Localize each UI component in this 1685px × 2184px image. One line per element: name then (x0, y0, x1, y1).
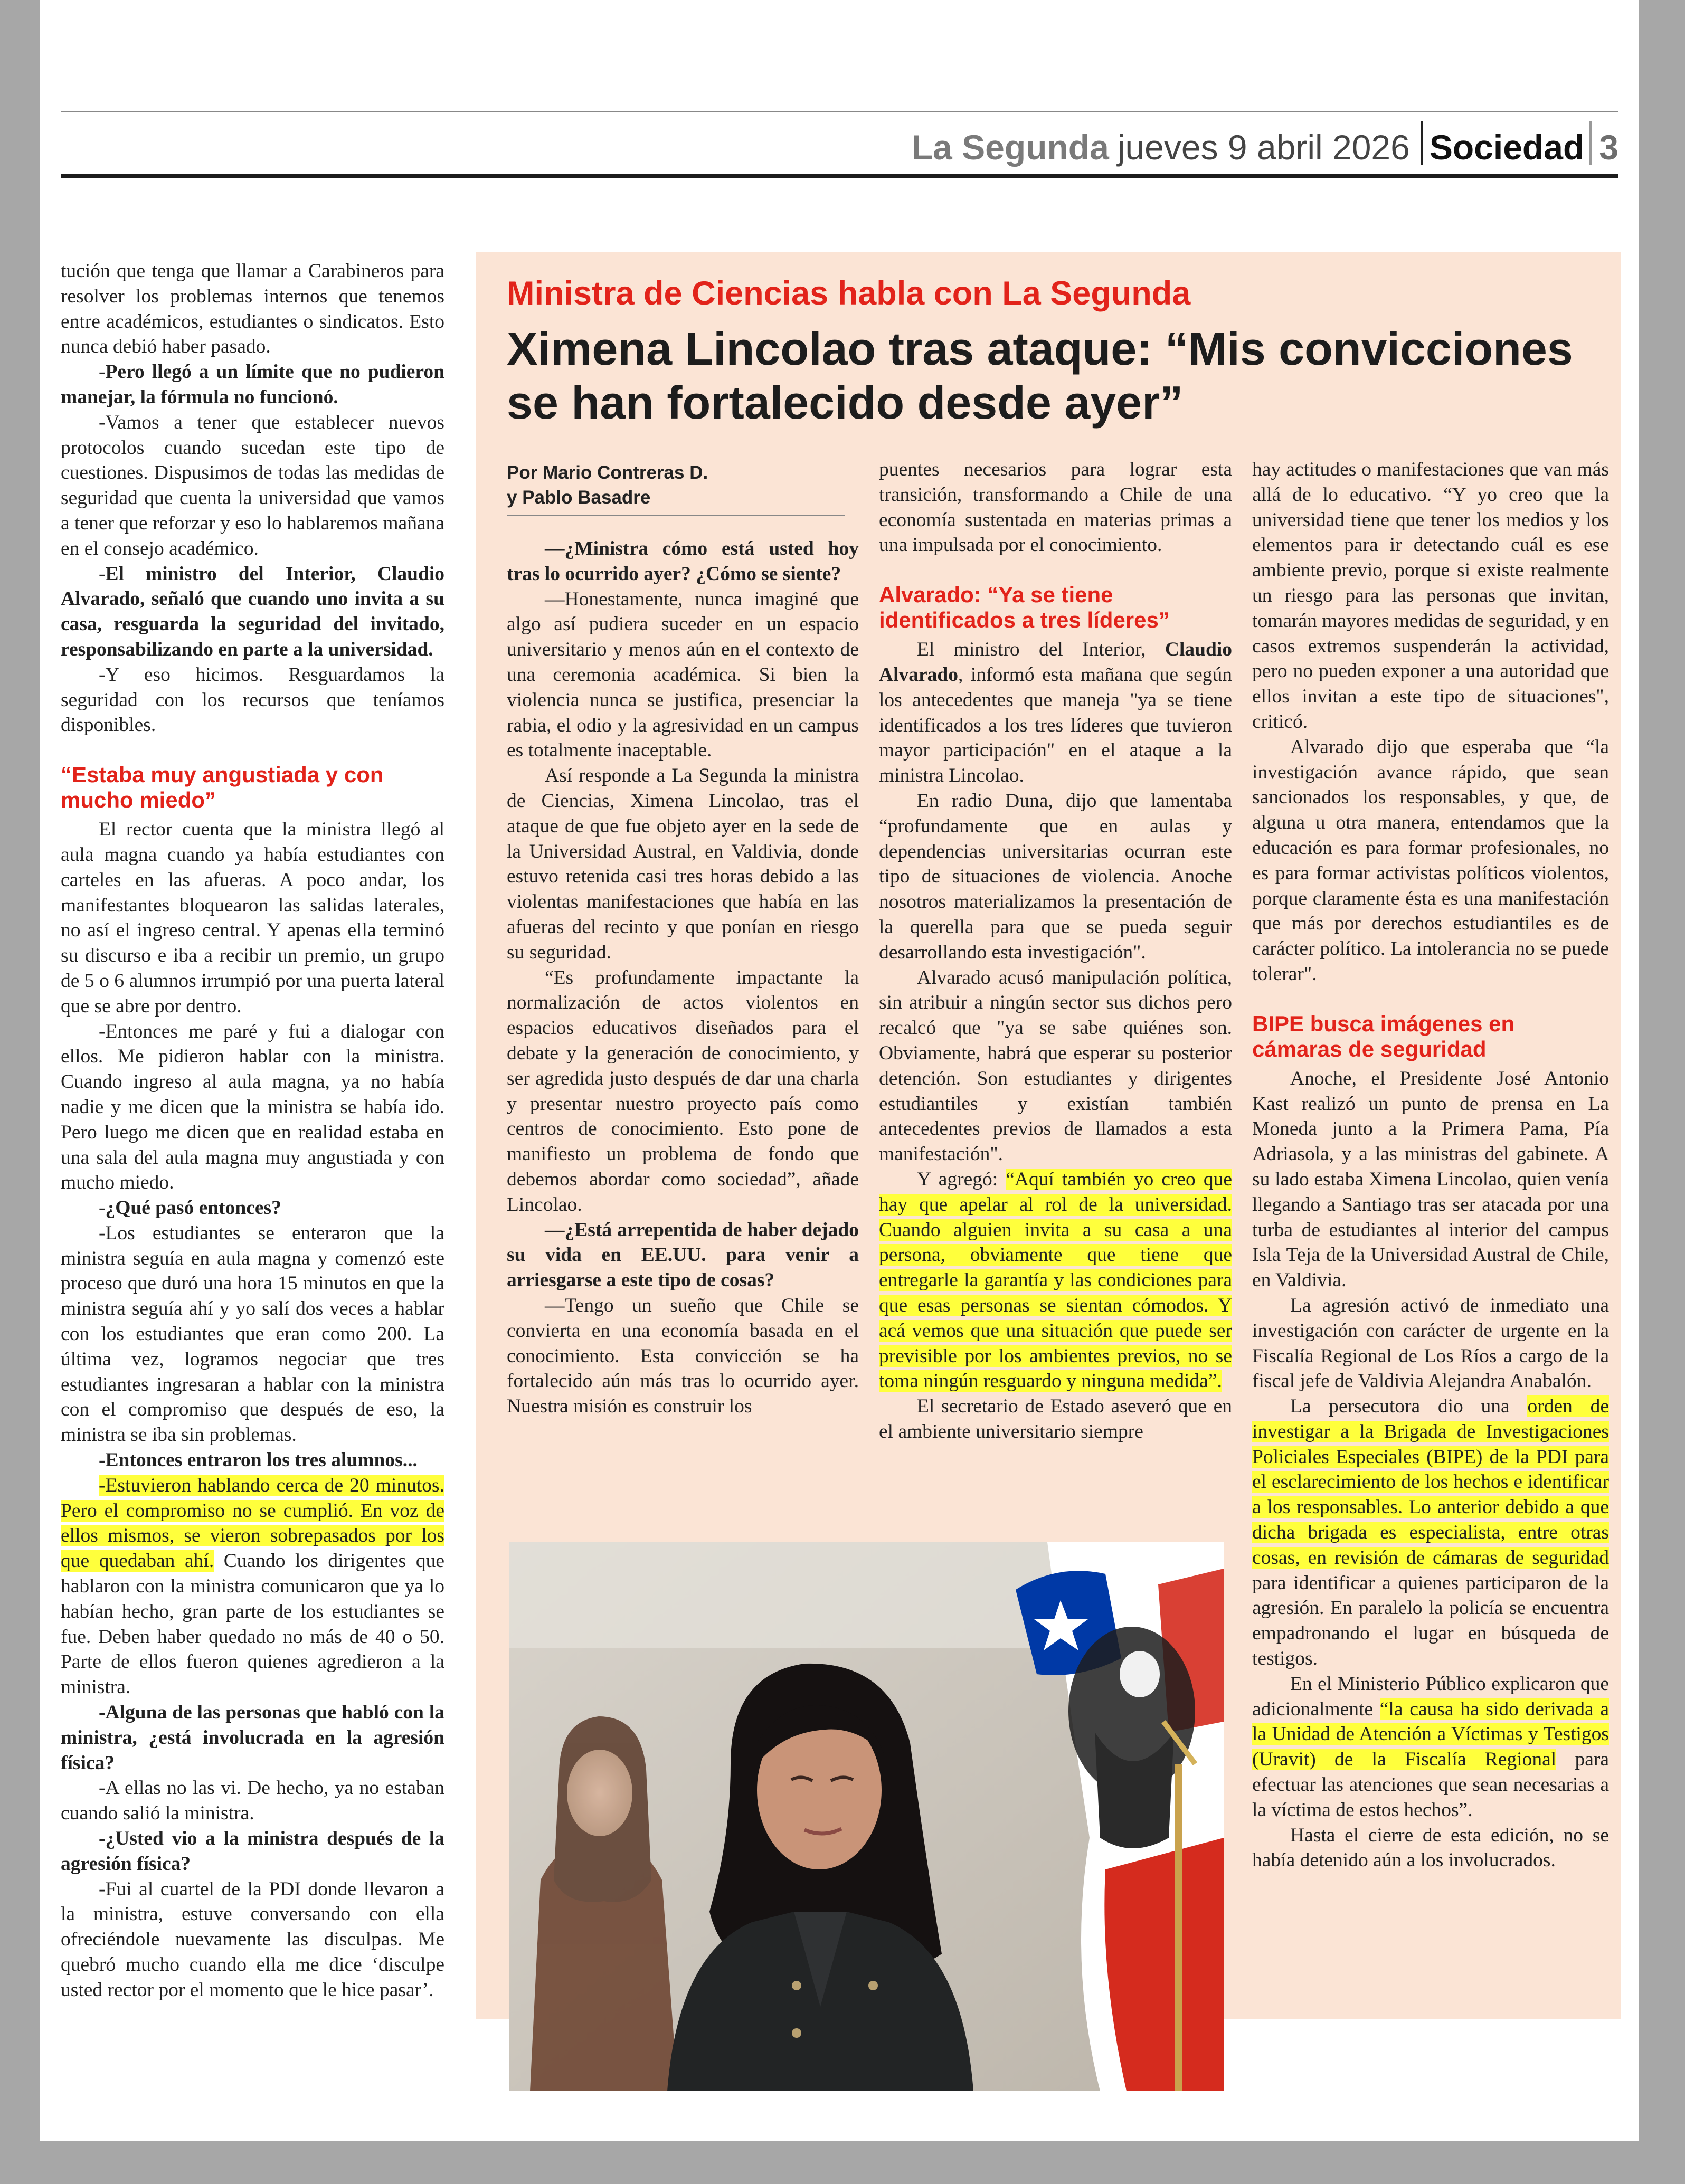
article-headline: Ximena Lincolao tras ataque: “Mis convicciones se han fortalecido desde ayer” (507, 322, 1573, 429)
paragraph: hay actitudes o manifestaciones que van más allá de lo educativo. “Y yo creo que la universidad tiene que tener los medios y los elementos para ir detectando cuál es ese ambiente previo, porque si existe realmente un riesgo para las personas que invitan, tomarán mayores medidas de seguridad, y en casos extremos suspenderán la actividad, pero no pueden exponer a una autoridad que ellos invitan a este tipo de situaciones", criticó. (1252, 459, 1609, 733)
highlighted-text: “Aquí también yo creo que hay que apelar al rol de la universidad. Cuando alguien invita a su casa a una persona, obviamente que tiene que entregarle la garantía y las condiciones para que esas personas se sientan cómodos. Y acá vemos que una situación que puede ser previsible por los ambientes previos, no se toma ningún resguardo y ninguna medida”. (879, 1168, 1232, 1392)
text-run: Y agregó: (917, 1168, 1006, 1190)
paragraph: “Es profundamente impactante la normalización de actos violentos en espacios educativos diseñados para el debate y la generación de conocimiento, y ser agredida justo después de dar una charla y presentar nuestro proyecto país como centros de conocimiento. Esto pone de manifiesto un problema de fondo que debemos abordar como sociedad”, añade Lincolao. (507, 966, 859, 1216)
paragraph: -Y eso hicimos. Resguardamos la seguridad con los recursos que teníamos disponibles. (61, 663, 444, 736)
interview-question: -Entonces entraron los tres alumnos... (99, 1449, 418, 1471)
paragraph: —Honestamente, nunca imaginé que algo así pudiera suceder en un espacio universitario y menos aún en el contexto de una ceremonia académica. Si bien la violencia nunca se justifica, presenciar la rabia, el odio y la agresividad en un campus es totalmente inaceptable. (507, 588, 859, 762)
text-run: El ministro del Interior, (917, 639, 1165, 661)
paragraph: El rector cuenta que la ministra llegó al aula magna cuando ya había estudiantes con carteles en las afueras. A poco andar, los manifestantes bloquearon las salidas laterales, no así el ingreso central. Y apenas ella terminó su discurso e iba a recibir un premio, un grupo de 5 o 6 alumnos irrumpió por una puerta lateral que se abre por dentro. (61, 819, 444, 1017)
article-photo (509, 1542, 1224, 2091)
paragraph: -Entonces me paré y fui a dialogar con ellos. Me pidieron hablar con la ministra. Cuando ingreso al aula magna, ya no había nadie y me dicen que la ministra se había ido. Pero luego me dicen que en realidad estaba en una sala del aula magna muy angustiada y con mucho miedo. (61, 1020, 444, 1194)
header-divider (1589, 121, 1592, 165)
paragraph: La agresión activó de inmediato una investigación con carácter de urgente en la Fiscalía Regional de Los Ríos a cargo de la fiscal jefe de Valdivia Alejandra Anabalón. (1252, 1294, 1609, 1392)
interview-question: -Pero llegó a un límite que no pudieron manejar, la fórmula no funcionó. (61, 361, 444, 408)
page-header (912, 117, 1618, 165)
article-column-4 (1252, 457, 1609, 1873)
text-run: En el Ministerio Público explicaron que adicionalmente (1252, 1673, 1609, 1720)
paragraph: Hasta el cierre de esta edición, no se había detenido aún a los involucrados. (1252, 1824, 1609, 1872)
paragraph: -Vamos a tener que establecer nuevos protocolos cuando sucedan este tipo de cuestiones. Dispusimos de todas las medidas de seguridad que cuenta la universidad que vamos a tener que reforzar y eso lo hablaremos mañana en el consejo académico. (61, 411, 444, 559)
paragraph: puentes necesarios para lograr esta transición, transformando a Chile de una economía sustentada en materias primas a una impulsada por el conocimiento. (879, 459, 1232, 556)
paragraph: En radio Duna, dijo que lamentaba “profundamente que en aulas y dependencias universitarias ocurran este tipo de situaciones de violencia. Anoche nosotros materializamos la presentación de la querella para que se pueda seguir desarrollando esta investigación". (879, 790, 1232, 963)
photo-illustration (509, 1542, 1224, 2091)
byline (507, 460, 845, 516)
interview-question: -¿Qué pasó entonces? (99, 1197, 281, 1219)
publication-name: La Segunda (911, 128, 1109, 167)
paragraph: -Fui al cuartel de la PDI donde llevaron a la ministra, estuve conversando con ella ofreciéndole nuevamente las disculpas. Me quebró mucho cuando ella me dice ‘disculpe usted rector por el momento que le hice pasar’. (61, 1878, 444, 2001)
byline-line: y Pablo Basadre (507, 487, 651, 508)
text-run: Cuando los dirigentes que hablaron con la ministra comunicaron que ya lo habían hecho, gran parte de los estudiantes se fue. Deben haber quedado no más de 40 o 50. Parte de ellos fueron quienes agredieron a la ministra. (61, 1550, 444, 1698)
interview-question: -¿Usted vio a la ministra después de la agresión física? (61, 1828, 444, 1875)
paragraph (879, 1167, 1232, 1394)
paragraph: -A ellas no las vi. De hecho, ya no estaban cuando salió la ministra. (61, 1777, 444, 1825)
subheading: BIPE busca imágenes en cámaras de seguridad (1252, 1011, 1515, 1061)
subheading: Alvarado: “Ya se tiene identificados a tres líderes” (879, 582, 1170, 633)
paragraph (879, 637, 1232, 789)
paragraph: —Tengo un sueño que Chile se convierta en una economía basada en el conocimiento. Esta convicción se ha fortalecido aún más tras lo ocurrido ayer. Nuestra misión es construir los (507, 1294, 859, 1418)
interview-question: —¿Está arrepentida de haber dejado su vida en EE.UU. para venir a arriesgarse a este tipo de cosas? (507, 1219, 859, 1292)
article-column-2 (507, 536, 859, 1419)
interview-question: —¿Ministra cómo está usted hoy tras lo ocurrido ayer? ¿Cómo se siente? (507, 538, 859, 585)
subheading: “Estaba muy angustiada y con mucho miedo” (61, 762, 384, 813)
highlighted-text: “la causa ha sido derivada a la Unidad de Atención a Víctimas y Testigos (Uravit) de la Fiscalía Regional (1252, 1698, 1609, 1771)
page-number: 3 (1599, 128, 1618, 167)
byline-line: Por Mario Contreras D. (507, 462, 708, 483)
header-bottom-rule (61, 174, 1618, 178)
article-column-1 (61, 259, 444, 2003)
section-name: Sociedad (1429, 128, 1585, 167)
article-kicker: Ministra de Ciencias habla con La Segunda (507, 275, 1191, 312)
bold-name: Claudio Alvarado (879, 639, 1232, 686)
paragraph (61, 1473, 444, 1700)
paragraph: Alvarado dijo que esperaba que “la investigación avance rápido, que sean sancionados los responsables, y que, de alguna u otra manera, entendamos que la educación es para formar profesionales, no es para formar activistas políticos violentos, porque claramente ésta es una manifestación que más por derechos estudiantiles es de carácter político. La intolerancia no se puede tolerar". (1252, 736, 1609, 985)
interview-question: -Alguna de las personas que habló con la ministra, ¿está involucrada en la agresión física? (61, 1702, 444, 1774)
interview-question: -El ministro del Interior, Claudio Alvarado, señaló que cuando uno invita a su casa, resguarda la seguridad del invitado, responsabilizando en parte a la universidad. (61, 563, 444, 660)
highlighted-text: -Estuvieron hablando cerca de 20 minutos. Pero el compromiso no se cumplió. En voz de ellos mismos, se vieron sobrepasados por los que quedaban ahí. (61, 1474, 444, 1572)
text-run: , informó esta mañana que según los antecedentes que maneja "ya se tiene identificados a los tres líderes que tuvieron mayor participación" en el ataque a la ministra Lincolao. (879, 663, 1232, 787)
highlighted-text: orden de investigar a la Brigada de Investigaciones Policiales Especiales (BIPE) de la PDI para el esclarecimiento de los hechos e identificar a los responsables. Lo anterior debido a que dicha brigada es especialista, entre otras cosas, en revisión de cámaras de seguridad (1252, 1395, 1610, 1569)
text-run: para efectuar las atenciones que sean necesarias a la víctima de estos hechos”. (1252, 1749, 1610, 1821)
paragraph: Alvarado acusó manipulación política, sin atribuir a ningún sector sus dichos pero recalcó que "ya se sabe quiénes son. Obviamente, habrá que esperar su posterior detención. Son estudiantes y dirigentes estudiantiles y existían también antecedentes previos de llamados a esta manifestación". (879, 966, 1232, 1165)
paragraph (1252, 1672, 1609, 1823)
paragraph: Así responde a La Segunda la ministra de Ciencias, Ximena Lincolao, tras el ataque de que fue objeto ayer en la sede de la Universidad Austral, en Valdivia, donde estuvo retenida casi tres horas debido a las violentas manifestaciones que había en las afueras del recinto y que ponían en riesgo su seguridad. (507, 765, 859, 963)
header-top-rule (61, 111, 1618, 112)
paragraph: -Los estudiantes se enteraron que la ministra seguía en aula magna y comenzó este proceso que duró una hora 15 minutos en que la ministra seguía ahí y yo salí dos veces a hablar con los estudiantes que eran como 200. La última vez, logramos negociar que tres estudiantes ingresaran a hablar con la ministra con el compromiso que después de eso, la ministra se iba sin problemas. (61, 1222, 444, 1446)
article-column-3 (879, 457, 1232, 1445)
paragraph: tución que tenga que llamar a Carabineros para resolver los problemas internos que tenemos entre académicos, estudiantes o sindicatos. Esto nunca debió haber pasado. (61, 260, 444, 358)
header-divider (1421, 121, 1423, 165)
text-run: para identificar a quienes participaron de la agresión. En paralelo la policía se encuentra empadronando el lugar en búsqueda de testigos. (1252, 1572, 1609, 1670)
paragraph: El secretario de Estado aseveró que en el ambiente universitario siempre (879, 1395, 1232, 1442)
paragraph (1252, 1394, 1609, 1672)
paragraph: Anoche, el Presidente José Antonio Kast realizó un punto de prensa en La Moneda junto a la Primera Pama, Pía Adriasola, y a las ministras del gabinete. A su lado estaba Ximena Lincolao, quien venía llegando a Santiago tras ser atacada por una turba de estudiantes al interior del campus Isla Teja de la Universidad Austral de Chile, en Valdivia. (1252, 1067, 1609, 1292)
issue-date: jueves 9 abril 2026 (1117, 128, 1410, 167)
text-run: La persecutora dio una (1290, 1395, 1528, 1418)
